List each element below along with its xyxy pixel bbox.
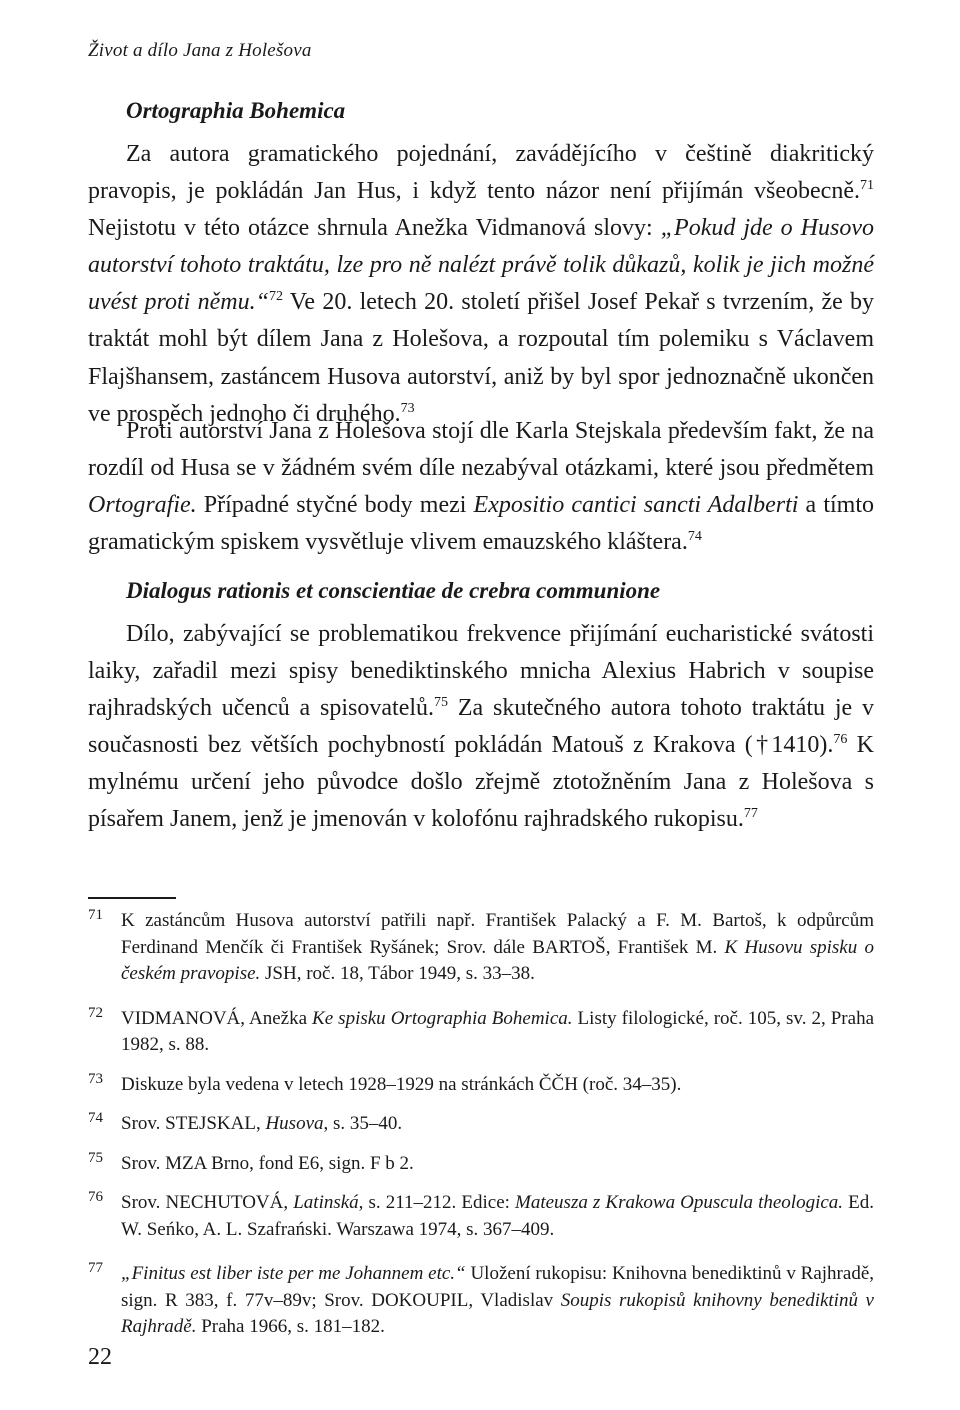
vidmanova-quote: „Pokud jde o Husovo autorství tohoto traktátu, lze pro ně nalézt právě tolik důkazů, kolik je jich možné uvést proti němu.“	[88, 215, 875, 316]
footnote-text: VIDMANOVÁ, Anežka	[121, 1007, 313, 1029]
footnote-text: Praha 1966, s. 181–182.	[196, 1316, 385, 1337]
footnote-number: 76	[88, 1189, 103, 1205]
footnote-separator	[88, 897, 176, 899]
footnote-number: 77	[88, 1260, 103, 1276]
paragraph-ortographia-2	[88, 413, 874, 561]
footnote-ref-76[interactable]: 76	[833, 732, 848, 748]
running-header: Život a dílo Jana z Holešova	[88, 40, 312, 61]
footnote-ref-75[interactable]: 75	[434, 695, 449, 711]
footnote-item	[88, 1190, 874, 1243]
footnote-item	[88, 908, 874, 988]
footnote-ref-74[interactable]: 74	[687, 529, 702, 545]
section-title-dialogus: Dialogus rationis et conscientiae de crebra communione	[126, 578, 661, 603]
footnote-item	[88, 1072, 874, 1099]
footnote-item	[88, 1006, 874, 1059]
footnote-text: K zastáncům Husova autorství patřili např. František Palacký a F. M. Bartoš, k odpůrcům Ferdinand Menčík či František Ryšánek; Srov. dále BARTOŠ, František M.	[121, 910, 874, 958]
footnote-text: JSH, roč. 18, Tábor 1949, s. 33–38.	[260, 963, 535, 984]
footnote-italic-text: Soupis rukopisů knihovny benediktinů v Rajhradě.	[121, 1289, 874, 1337]
footnote-italic-text: „Finitus est liber iste per me Johannem etc.“	[121, 1263, 466, 1284]
footnote-text: Ed. W. Seńko, A. L. Szafrański. Warszawa 1974, s. 367–409.	[121, 1192, 875, 1240]
footnote-text: Diskuze byla vedena v letech 1928–1929 na stránkách ČČH (roč. 34–35).	[121, 1073, 682, 1095]
footnote-ref-71[interactable]: 71	[860, 178, 874, 194]
footnote-number: 74	[88, 1110, 103, 1126]
footnote-number: 71	[88, 907, 103, 923]
section-title-ortographia: Ortographia Bohemica	[126, 98, 346, 123]
paragraph-dialogus-1	[88, 616, 874, 839]
footnote-text: , s. 211–212. Edice:	[358, 1192, 516, 1213]
footnote-italic-text: K Husovu spisku o českém pravopise.	[121, 936, 874, 984]
italic-title: Ortografie.	[88, 492, 197, 519]
text-run: Dílo, zabývající se problematikou frekvence přijímání eucharistické svátosti laiky, zařadil mezi spisy benediktinského mnicha Alexius Habrich v soupise rajhradských učenců a spisovatelů.	[88, 621, 874, 722]
text-run: Nejistotu v této otázce shrnula Anežka Vidmanová slovy:	[88, 215, 661, 242]
footnote-item	[88, 1111, 874, 1138]
footnote-item	[88, 1261, 874, 1341]
footnote-italic-text: Latinská	[293, 1192, 359, 1213]
text-run: Za autora gramatického pojednání, zavádějícího v češtině diakritický pravopis, je pokládán Jan Hus, i když tento názor není přijímán všeobecně.	[88, 141, 874, 205]
footnotes-list	[88, 908, 874, 1354]
page-number: 22	[88, 1344, 112, 1370]
footnote-text: , s. 35–40.	[323, 1113, 403, 1134]
footnote-ref-72[interactable]: 72	[268, 289, 283, 305]
footnote-ref-77[interactable]: 77	[743, 806, 758, 822]
footnote-number: 75	[88, 1149, 103, 1166]
footnote-italic-text: Mateusza z Krakowa Opuscula theologica.	[515, 1192, 844, 1213]
footnote-ref-73[interactable]: 73	[400, 400, 415, 416]
footnote-text: Uložení rukopisu: Knihovna benediktinů v Rajhradě, sign. R 383, f. 77v–89v; Srov. DOKOUPIL, Vladislav	[121, 1263, 874, 1311]
text-run: K mylnému určení jeho původce došlo zřejmě ztotožněním Jana z Holešova s písařem Janem, jenž je jmenován v kolofónu rajhradského rukopisu.	[88, 732, 874, 833]
text-run: Případné styčné body mezi	[196, 492, 474, 519]
text-run: Za skutečného autora tohoto traktátu je v současnosti bez větších pochybností pokládán Matouš z Krakova (†1410).	[88, 695, 875, 759]
footnote-text: Listy filologické, roč. 105, sv. 2, Praha 1982, s. 88.	[121, 1007, 875, 1055]
footnote-number: 73	[88, 1070, 103, 1087]
footnote-text: Srov. NECHUTOVÁ,	[121, 1192, 294, 1213]
text-run: Proti autorství Jana z Holešova stojí dle Karla Stejskala především fakt, že na rozdíl od Husa se v žádném svém díle nezabýval otázkami, které jsou předmětem	[88, 418, 874, 482]
footnote-number: 72	[88, 1004, 103, 1021]
footnote-italic-text: Husova	[265, 1113, 324, 1134]
footnote-italic-text: Ke spisku Ortographia Bohemica.	[312, 1007, 573, 1029]
paragraph-ortographia-1	[88, 136, 874, 433]
footnote-text: Srov. MZA Brno, fond E6, sign. F b 2.	[121, 1152, 414, 1174]
footnote-text: Srov. STEJSKAL,	[121, 1113, 266, 1134]
text-run: Ve 20. letech 20. století přišel Josef Pekař s tvrzením, že by traktát mohl být dílem Jana z Holešova, a rozpoutal tím polemiku s Václavem Flajšhansem, zastáncem Husova autorství, aniž by byl spor jednoznačně ukončen ve prospěch jednoho či druhého.	[88, 289, 874, 427]
text-run: a tímto gramatickým spiskem vysvětluje vlivem emauzského kláštera.	[88, 492, 875, 556]
footnote-item	[88, 1151, 874, 1178]
italic-title: Expositio cantici sancti Adalberti	[473, 492, 799, 519]
